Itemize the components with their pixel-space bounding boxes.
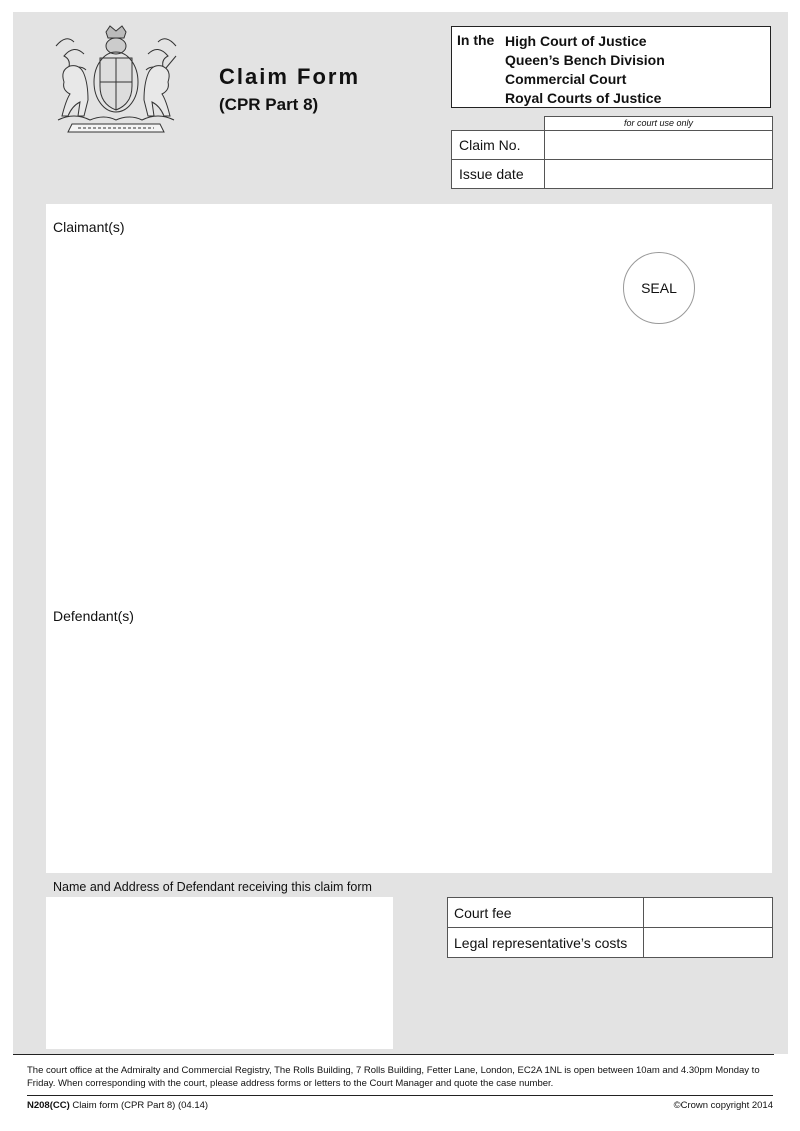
court-reference-table [451, 130, 773, 189]
table-row [448, 898, 773, 928]
defendant-address-field[interactable] [46, 897, 393, 1049]
court-line: High Court of Justice [505, 33, 647, 49]
court-line: Royal Courts of Justice [505, 90, 662, 106]
claim-no-label: Claim No. [452, 131, 545, 160]
court-prefix: In the [457, 32, 495, 48]
footer-divider [13, 1054, 774, 1055]
table-row [448, 928, 773, 958]
claim-no-field[interactable] [545, 131, 773, 160]
court-line: Commercial Court [505, 71, 627, 87]
office-hours-text: The court office at the Admiralty and Commercial Registry, The Rolls Building, 7 Rolls Building, Fetter Lane, London, EC2A 1NL is open between 10am and 4.30pm Monday to Friday. When corresponding with the court, please address forms or letters to the Court Manager and quote the case number. [27, 1065, 760, 1089]
issue-date-field[interactable] [545, 160, 773, 189]
seal-circle [623, 252, 695, 324]
issue-date-label: Issue date [452, 160, 545, 189]
footer-divider [27, 1095, 773, 1096]
table-row [452, 160, 773, 189]
form-title: Claim Form [219, 64, 361, 89]
court-line: Queen’s Bench Division [505, 52, 665, 68]
court-name-box [451, 26, 771, 108]
legal-costs-field[interactable] [644, 928, 773, 958]
defendant-address-label: Name and Address of Defendant receiving this claim form [53, 880, 372, 894]
form-name: Claim form (CPR Part 8) (04.14) [72, 1100, 209, 1111]
court-fee-field[interactable] [644, 898, 773, 928]
court-lines [505, 32, 665, 108]
court-use-note: for court use only [544, 116, 773, 130]
royal-coat-of-arms-icon [44, 24, 189, 139]
seal-label: SEAL [641, 280, 677, 296]
form-code-line [27, 1100, 208, 1111]
fees-table [447, 897, 773, 958]
form-subtitle: (CPR Part 8) [219, 95, 319, 114]
claimants-label: Claimant(s) [53, 219, 125, 235]
copyright-notice: ©Crown copyright 2014 [673, 1100, 773, 1111]
form-code: N208(CC) [27, 1100, 70, 1111]
parties-panel[interactable] [46, 204, 772, 873]
court-fee-label: Court fee [448, 898, 644, 928]
table-row [452, 131, 773, 160]
defendants-label: Defendant(s) [53, 608, 134, 624]
legal-costs-label: Legal representative’s costs [448, 928, 644, 958]
